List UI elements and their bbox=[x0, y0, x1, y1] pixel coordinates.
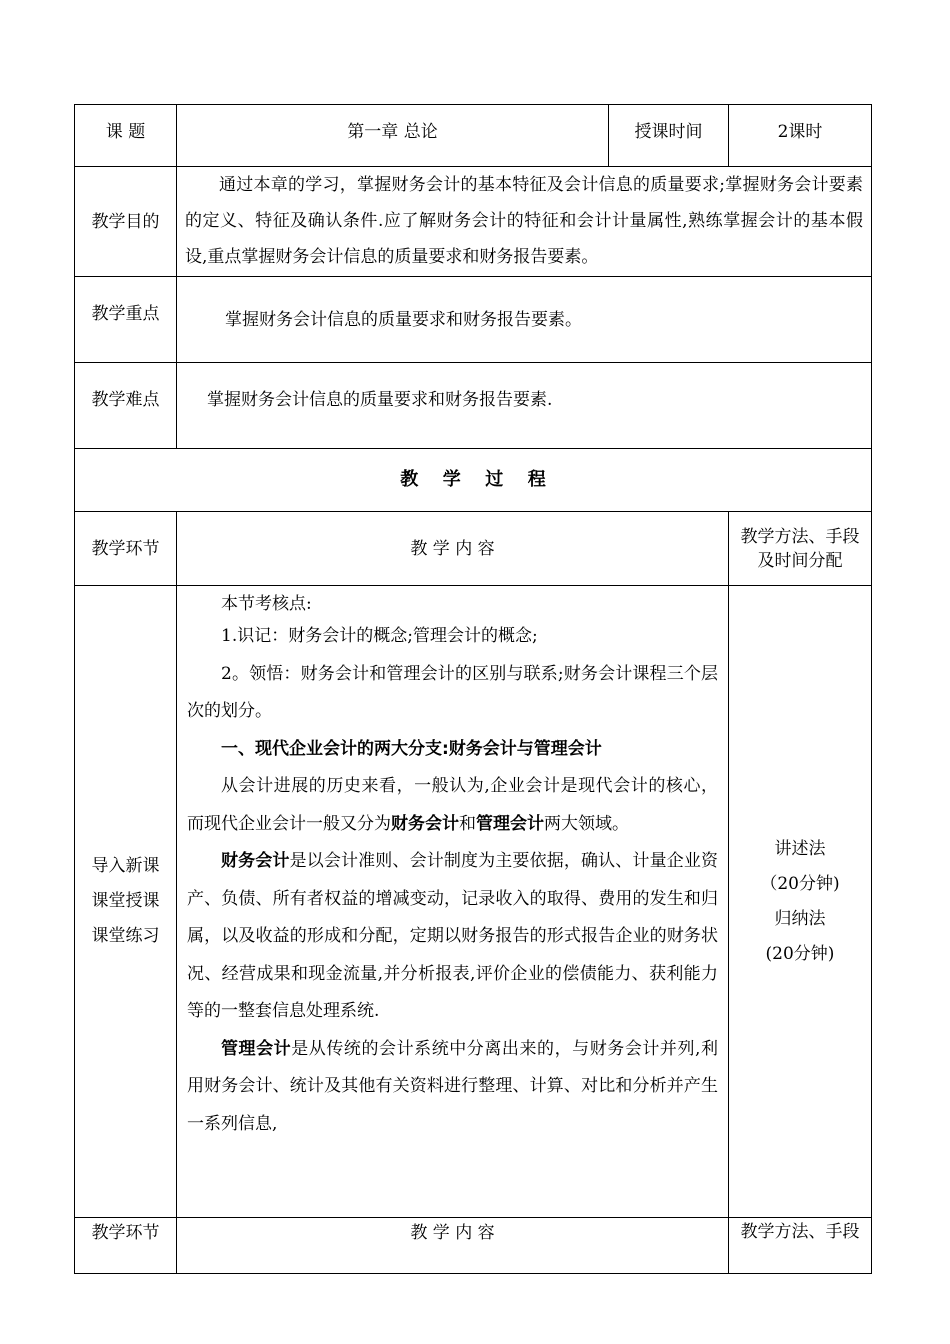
topic-label: 课 题 bbox=[75, 105, 177, 167]
section-heading: 一、现代企业会计的两大分支:财务会计与管理会计 bbox=[221, 738, 602, 759]
method-line: (20分钟) bbox=[765, 943, 835, 964]
objective-text: 通过本章的学习，掌握财务会计的基本特征及会计信息的质量要求;掌握财务会计要素的定义、特征及确认条件.应了解财务会计的特征和会计计量属性,熟练掌握会计的基本假设,重点掌握财务会计信息的质量要求和财务报告要素。 bbox=[185, 175, 863, 267]
bold-term: 财务会计 bbox=[221, 851, 290, 871]
topic-value: 第一章 总论 bbox=[177, 105, 609, 167]
footer-method-header: 教学方法、手段 bbox=[729, 1218, 872, 1274]
process-title-row bbox=[75, 449, 872, 512]
exam-points-title: 本节考核点: bbox=[221, 594, 312, 614]
time-value: 2课时 bbox=[729, 105, 872, 167]
method-line: （20分钟) bbox=[760, 873, 840, 894]
content-cell bbox=[177, 586, 729, 1218]
objective-row bbox=[75, 167, 872, 277]
method-line: 归纳法 bbox=[774, 908, 826, 929]
footer-header-row bbox=[75, 1218, 872, 1274]
paragraph-3: 管理会计是从传统的会计系统中分离出来的，与财务会计并列,利用财务会计、统计及其他有关资料进行整理、计算、对比和分析并产生一系列信息, bbox=[187, 1038, 719, 1134]
method-line: 讲述法 bbox=[774, 838, 826, 859]
stage-line: 课堂授课 bbox=[91, 891, 160, 911]
key-points-text: 掌握财务会计信息的质量要求和财务报告要素。 bbox=[177, 277, 872, 363]
difficulties-text: 掌握财务会计信息的质量要求和财务报告要素. bbox=[177, 363, 872, 449]
bold-term: 管理会计 bbox=[221, 1038, 292, 1059]
exam-point-2: 2。领悟：财务会计和管理会计的区别与联系;财务会计课程三个层次的划分。 bbox=[187, 663, 718, 721]
key-points-row bbox=[75, 277, 872, 363]
content-row bbox=[75, 586, 872, 1218]
method-header-line2: 及时间分配 bbox=[757, 550, 843, 571]
paragraph-2: 财务会计是以会计准则、会计制度为主要依据，确认、计量企业资产、负债、所有者权益的增减变动，记录收入的取得、费用的发生和归属，以及收益的形成和分配，定期以财务报告的形式报告企业的财务状况、经营成果和现金流量,并分析报表,评价企业的偿债能力、获利能力等的一整套信息处理系统. bbox=[187, 851, 719, 1021]
column-header-row bbox=[75, 512, 872, 586]
stage-header: 教学环节 bbox=[75, 512, 177, 586]
time-label: 授课时间 bbox=[609, 105, 729, 167]
footer-content-header: 教 学 内 容 bbox=[177, 1218, 729, 1274]
bold-term: 管理会计 bbox=[476, 813, 544, 834]
footer-stage-header: 教学环节 bbox=[75, 1218, 177, 1274]
methods-cell bbox=[729, 586, 872, 1218]
paragraph-1: 从会计进展的历史来看，一般认为,企业会计是现代会计的核心，而现代企业会计一般又分为财务会计和管理会计两大领域。 bbox=[187, 776, 718, 834]
topic-row bbox=[75, 105, 872, 167]
process-title: 教 学 过 程 bbox=[75, 449, 872, 512]
stage-line: 导入新课 bbox=[91, 856, 160, 876]
difficulties-row bbox=[75, 363, 872, 449]
exam-point-1: 1.识记：财务会计的概念;管理会计的概念; bbox=[221, 626, 538, 646]
stage-line: 课堂练习 bbox=[91, 926, 160, 946]
content-header: 教 学 内 容 bbox=[177, 512, 729, 586]
key-points-label: 教学重点 bbox=[75, 277, 177, 363]
lesson-plan-table bbox=[74, 104, 872, 1274]
bold-term: 财务会计 bbox=[391, 813, 459, 834]
method-header bbox=[729, 512, 872, 586]
stage-cell bbox=[75, 586, 177, 1218]
difficulties-label: 教学难点 bbox=[75, 363, 177, 449]
objective-label: 教学目的 bbox=[75, 167, 177, 277]
method-header-line1: 教学方法、手段 bbox=[740, 526, 860, 547]
